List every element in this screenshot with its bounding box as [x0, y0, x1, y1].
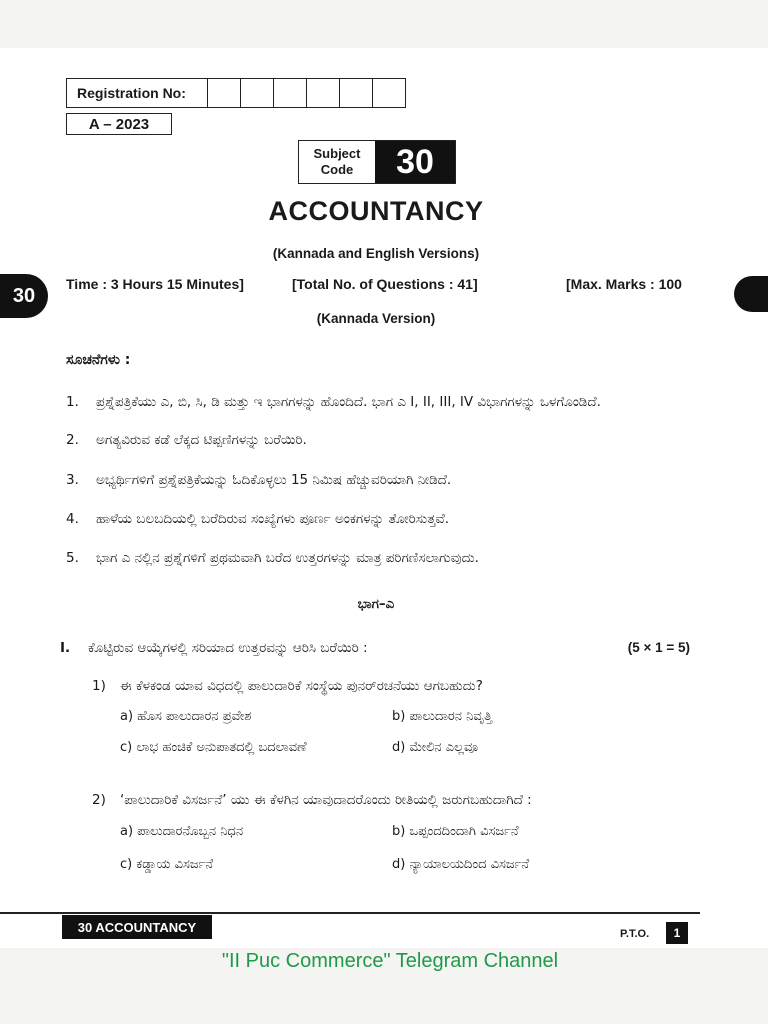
section-instruction: ಕೊಟ್ಟಿರುವ ಆಯ್ಕೆಗಳಲ್ಲಿ ಸರಿಯಾದ ಉತ್ತರವನ್ನು ಆರಿಸಿ ಬರೆಯಿರಿ :	[88, 640, 368, 656]
side-tab-code: 30	[0, 274, 48, 318]
registration-cell	[241, 79, 274, 107]
question-1-option-a: a) ಹೊಸ ಪಾಲುದಾರನ ಪ್ರವೇಶ	[120, 709, 252, 724]
footer-subject-tag: 30 ACCOUNTANCY	[62, 915, 212, 939]
question-1-option-d: d) ಮೇಲಿನ ಎಲ್ಲವೂ	[392, 740, 479, 755]
question-1-option-b: b) ಪಾಲುದಾರನ ನಿವೃತ್ತಿ	[392, 709, 493, 724]
registration-box	[66, 78, 406, 108]
paper-title: ACCOUNTANCY	[268, 196, 484, 226]
telegram-watermark: "II Puc Commerce" Telegram Channel	[221, 950, 559, 972]
subject-code-label-line1: Subject	[313, 146, 361, 161]
side-tab-marker	[734, 276, 768, 312]
instruction-number: 2.	[66, 432, 79, 448]
question-1-option-c: c) ಲಾಭ ಹಂಚಿಕೆ ಅನುಪಾತದಲ್ಲಿ ಬದಲಾವಣೆ	[120, 740, 307, 755]
subject-code-label-line2: Code	[320, 162, 354, 177]
instruction-number: 5.	[66, 550, 79, 566]
exam-year: A – 2023	[66, 113, 172, 135]
instruction-text: ಅಭ್ಯರ್ಥಿಗಳಿಗೆ ಪ್ರಶ್ನೆಪತ್ರಿಕೆಯನ್ನು ಓದಿಕೊಳ್ಳಲು 15 ನಿಮಿಷ ಹೆಚ್ಚುವರಿಯಾಗಿ ನೀಡಿದೆ.	[96, 472, 452, 488]
kannada-version-label: (Kannada Version)	[316, 311, 436, 326]
instruction-text: ಅಗತ್ಯವಿರುವ ಕಡೆ ಲೆಕ್ಕದ ಟಿಪ್ಪಣಿಗಳನ್ನು ಬರೆಯಿರಿ.	[96, 432, 307, 448]
registration-cell	[307, 79, 340, 107]
question-text: ‘ಪಾಲುದಾರಿಕೆ ವಿಸರ್ಜನೆ’ ಯು ಈ ಕೆಳಗಿನ ಯಾವುದಾದರೊಂದು ರೀತಿಯಲ್ಲಿ ಜರುಗಬಹುದಾಗಿದೆ :	[120, 792, 532, 808]
instruction-item	[66, 550, 706, 566]
question-2-option-b: b) ಒಪ್ಪಂದದಿಂದಾಗಿ ವಿಸರ್ಜನೆ	[392, 824, 519, 839]
instruction-text: ಹಾಳೆಯ ಬಲಬದಿಯಲ್ಲಿ ಬರೆದಿರುವ ಸಂಖ್ಯೆಗಳು ಪೂರ್ಣ ಅಂಕಗಳನ್ನು ತೋರಿಸುತ್ತವೆ.	[96, 511, 450, 527]
section-roman-numeral: I.	[60, 640, 71, 656]
subject-code-label	[299, 141, 375, 183]
subject-code-box	[298, 140, 456, 184]
instruction-item	[66, 511, 706, 527]
registration-cell	[373, 79, 405, 107]
instruction-text: ಭಾಗ ಎ ನಲ್ಲಿನ ಪ್ರಶ್ನೆಗಳಿಗೆ ಪ್ರಥಮವಾಗಿ ಬರೆದ ಉತ್ತರಗಳನ್ನು ಮಾತ್ರ ಪರಿಗಣಿಸಲಾಗುವುದು.	[96, 550, 479, 566]
max-marks-info: [Max. Marks : 100	[566, 276, 682, 292]
pto-label: P.T.O.	[620, 928, 650, 940]
instruction-text: ಪ್ರಶ್ನೆಪತ್ರಿಕೆಯು ಎ, ಬಿ, ಸಿ, ಡಿ ಮತ್ತು ಇ ಭಾಗಗಳನ್ನು ಹೊಂದಿದೆ. ಭಾಗ ಎ I, II, III, IV ವಿಭಾಗಗಳನ್ನು ಒಳಗೊಂಡಿದೆ.	[96, 394, 601, 410]
instruction-item	[66, 394, 706, 410]
page-number: 1	[666, 922, 688, 944]
question-number: 2)	[92, 792, 106, 808]
question-number: 1)	[92, 678, 106, 694]
instruction-item	[66, 432, 706, 448]
question-2-option-a: a) ಪಾಲುದಾರನೊಬ್ಬನ ನಿಧನ	[120, 824, 244, 839]
instruction-item	[66, 472, 706, 488]
question-2-option-c: c) ಕಡ್ಡಾಯ ವಿಸರ್ಜನೆ	[120, 857, 214, 872]
question-text: ಈ ಕೆಳಕಂಡ ಯಾವ ವಿಧದಲ್ಲಿ ಪಾಲುದಾರಿಕೆ ಸಂಸ್ಥೆಯ ಪುನರ್‌ರಚನೆಯು ಆಗಬಹುದು?	[120, 678, 483, 694]
registration-cell	[340, 79, 373, 107]
instruction-number: 4.	[66, 511, 79, 527]
registration-cell	[208, 79, 241, 107]
part-a-heading: ಭಾಗ–ಎ	[357, 596, 395, 612]
question-2-option-d: d) ನ್ಯಾಯಾಲಯದಿಂದ ವಿಸರ್ಜನೆ	[392, 857, 530, 872]
registration-cell	[274, 79, 307, 107]
subject-code-number: 30	[375, 141, 455, 183]
instructions-heading: ಸೂಚನೆಗಳು :	[66, 352, 131, 368]
section-marks: (5 × 1 = 5)	[627, 640, 690, 655]
total-questions-info: [Total No. of Questions : 41]	[292, 276, 478, 292]
instruction-number: 1.	[66, 394, 79, 410]
time-info: Time : 3 Hours 15 Minutes]	[66, 276, 244, 292]
registration-label: Registration No:	[67, 79, 208, 107]
footer-divider	[0, 912, 700, 914]
versions-note: (Kannada and English Versions)	[272, 246, 480, 261]
instruction-number: 3.	[66, 472, 79, 488]
